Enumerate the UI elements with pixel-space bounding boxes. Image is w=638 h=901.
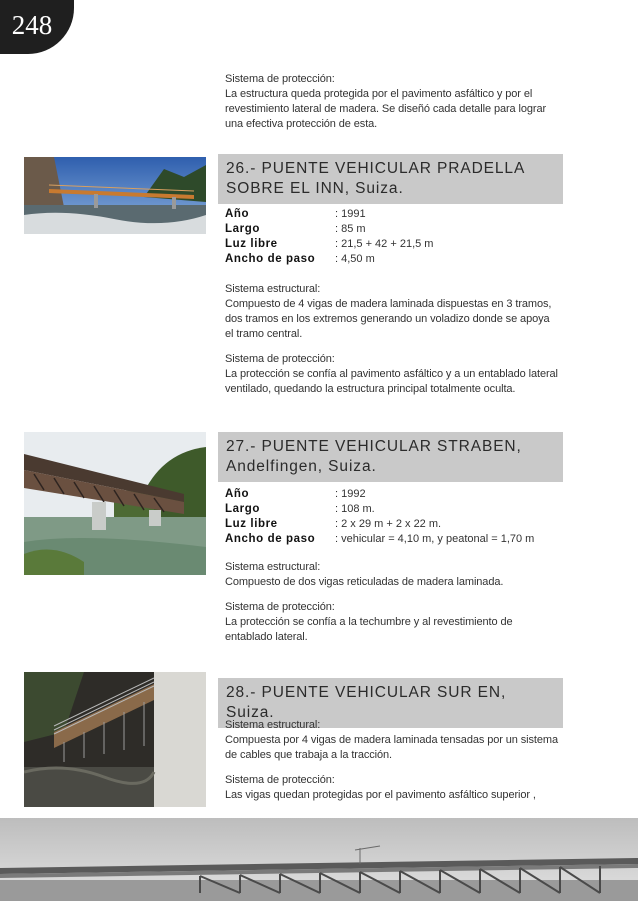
prop-row: [225, 252, 565, 267]
prop-value: : 108 m.: [335, 503, 375, 515]
prop-value: : 1992: [335, 488, 366, 500]
bridge-28-title: 28.- PUENTE VEHICULAR SUR EN, Suiza.: [218, 678, 563, 728]
prop-value: : 2 x 29 m + 2 x 22 m.: [335, 518, 442, 530]
prop-value: : vehicular = 4,10 m, y peatonal = 1,70 m: [335, 533, 535, 545]
page-number: 248: [0, 0, 74, 54]
prop-label: Ancho de paso: [225, 533, 316, 545]
protection-text: La protección se confía a la techumbre y al revestimiento de entablado lateral.: [225, 616, 513, 643]
intro-protection: [225, 72, 560, 132]
bridge-26-title: 26.- PUENTE VEHICULAR PRADELLA SOBRE EL INN, Suiza.: [218, 154, 563, 204]
prop-row: [225, 207, 565, 222]
protection-text: La protección se confía al pavimento asfáltico y a un entablado lateral ventilado, quedando la estructura principal totalmente oculta.: [225, 368, 558, 395]
intro-protection-text: La estructura queda protegida por el pavimento asfáltico y por el revestimiento lateral de madera. Se diseñó cada detalle para lograr una efectiva protección de esta.: [225, 88, 547, 130]
prop-value: : 21,5 + 42 + 21,5 m: [335, 238, 434, 250]
bridge-26-photo: [24, 157, 206, 234]
prop-label: Luz libre: [225, 238, 278, 250]
prop-label: Año: [225, 208, 250, 220]
bridge-27-description: [225, 560, 560, 655]
protection-heading: Sistema de protección:: [225, 601, 335, 613]
footer-bridge-photo: [0, 818, 638, 901]
structural-heading: Sistema estructural:: [225, 719, 321, 731]
structural-text: Compuesta por 4 vigas de madera laminada tensadas por un sistema de cables que trabaja a la tracción.: [225, 734, 558, 761]
bridge-28-description: [225, 718, 560, 813]
prop-row: [225, 222, 565, 237]
intro-protection-heading: Sistema de protección:: [225, 73, 335, 85]
bridge-27-photo: [24, 432, 206, 575]
prop-label: Año: [225, 488, 250, 500]
bridge-28-photo: [24, 672, 206, 807]
bridge-27-props: [225, 487, 565, 547]
prop-row: [225, 237, 565, 252]
bridge-27-title: 27.- PUENTE VEHICULAR STRABEN, Andelfingen, Suiza.: [218, 432, 563, 482]
structural-text: Compuesto de dos vigas reticuladas de madera laminada.: [225, 576, 504, 588]
structural-heading: Sistema estructural:: [225, 283, 321, 295]
prop-label: Luz libre: [225, 518, 278, 530]
bridge-26-props: [225, 207, 565, 267]
prop-value: : 1991: [335, 208, 366, 220]
prop-row: [225, 487, 565, 502]
prop-row: [225, 517, 565, 532]
bridge-26-description: [225, 282, 560, 407]
prop-value: : 85 m: [335, 223, 366, 235]
protection-heading: Sistema de protección:: [225, 774, 335, 786]
prop-label: Largo: [225, 223, 260, 235]
structural-heading: Sistema estructural:: [225, 561, 321, 573]
prop-value: : 4,50 m: [335, 253, 375, 265]
prop-label: Ancho de paso: [225, 253, 316, 265]
protection-heading: Sistema de protección:: [225, 353, 335, 365]
structural-text: Compuesto de 4 vigas de madera laminada dispuestas en 3 tramos, dos tramos en los extremos generando un voladizo donde se apoya el tramo central.: [225, 298, 552, 340]
prop-row: [225, 532, 565, 547]
prop-label: Largo: [225, 503, 260, 515]
prop-row: [225, 502, 565, 517]
protection-text: Las vigas quedan protegidas por el pavimento asfáltico superior ,: [225, 789, 536, 801]
